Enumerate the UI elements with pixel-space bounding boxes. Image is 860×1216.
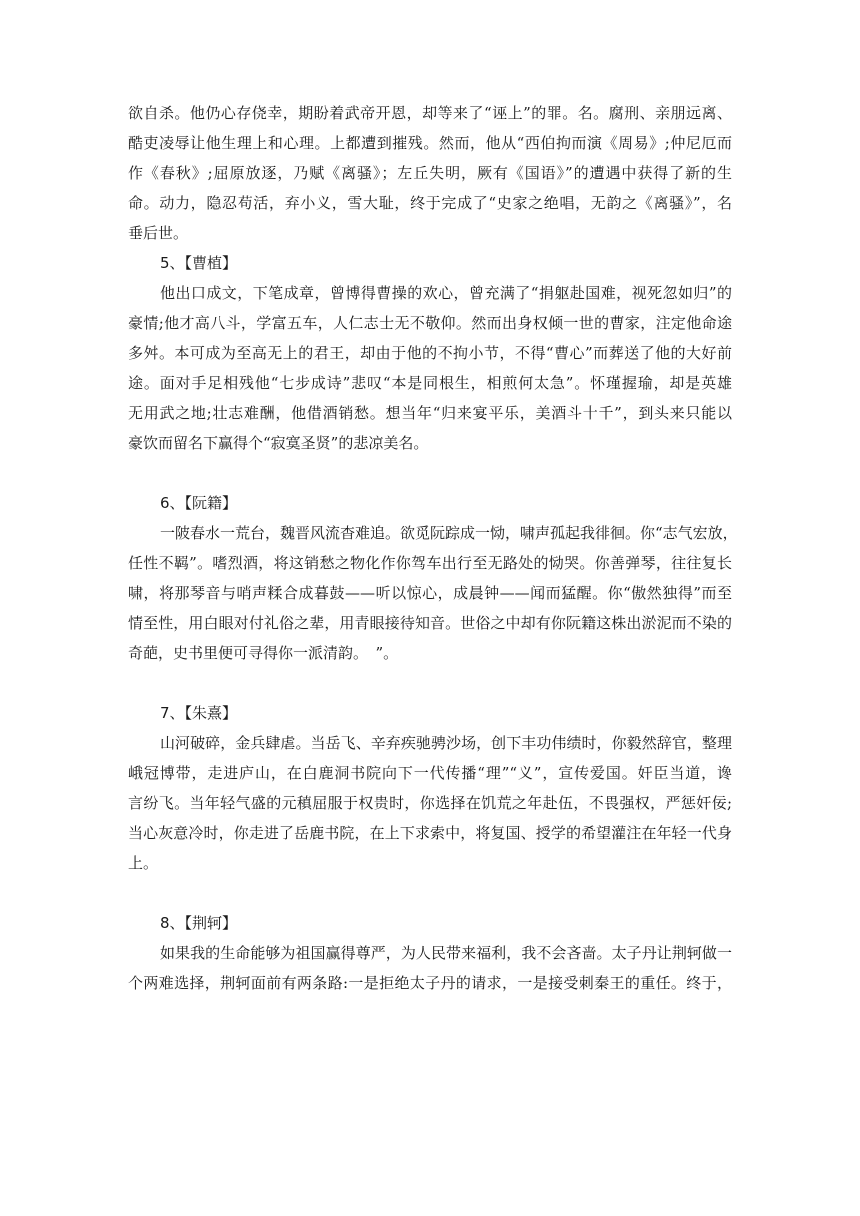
paragraph-zhu-xi — [128, 728, 732, 878]
text-line: 峨冠博带，走进庐山，在白鹿洞书院向下一代传播“理”“义”，宣传爱国。奸臣当道，谗 — [128, 764, 732, 782]
section-heading-ruan-ji: 6、【阮籍】 — [160, 494, 238, 512]
text-line: 上。 — [128, 854, 159, 872]
text-line: 如果我的生命能够为祖国赢得尊严，为人民带来福利，我不会吝啬。太子丹让荆轲做一 — [160, 944, 732, 962]
text-line: 情至性，用白眼对付礼俗之辈，用青眼接待知音。世俗之中却有你阮籍这株出淤泥而不染的 — [128, 614, 732, 632]
paragraph-gap — [128, 458, 732, 488]
text-line: 酷吏凌辱让他生理上和心理。上都遭到摧残。然而，他从“西伯拘而演《周易》;仲尼厄而 — [128, 134, 732, 152]
text-line: 作《春秋》;屈原放逐，乃赋《离骚》；左丘失明，厥有《国语》”的遭遇中获得了新的生 — [128, 164, 732, 182]
text-line: 啸，将那琴音与哨声糅合成暮鼓——听以惊心，成晨钟——闻而猛醒。你“傲然独得”而至 — [128, 584, 732, 602]
text-line: 无用武之地;壮志难酬，他借酒销愁。想当年“归来宴平乐，美酒斗十千”，到头来只能以 — [128, 404, 732, 422]
text-line: 命。动力，隐忍苟活，弃小义，雪大耻，终于完成了“史家之绝唱，无韵之《离骚》”，名 — [128, 194, 732, 212]
text-line: 任性不羁”。嗜烈酒，将这销愁之物化作你驾车出行至无路处的恸哭。你善弹琴，往往复长 — [128, 554, 732, 572]
text-line: 当心灰意冷时，你走进了岳鹿书院，在上下求索中，将复国、授学的希望灌注在年轻一代身 — [128, 824, 732, 842]
text-line: 他出口成文，下笔成章，曾博得曹操的欢心，曾充满了“捐躯赴国难，视死忽如归”的 — [160, 284, 732, 302]
paragraph-gap — [128, 878, 732, 908]
paragraph-sima-qian-continuation — [128, 98, 732, 248]
text-line: 个两难选择，荆轲面前有两条路:一是拒绝太子丹的请求，一是接受刺秦王的重任。终于， — [128, 974, 732, 992]
paragraph-gap — [128, 668, 732, 698]
paragraph-jing-ke — [128, 938, 732, 998]
paragraph-cao-zhi — [128, 278, 732, 458]
text-line: 山河破碎，金兵肆虐。当岳飞、辛弃疾驰骋沙场，创下丰功伟绩时，你毅然辞官，整理 — [160, 734, 732, 752]
text-line: 豪情;他才高八斗，学富五车，人仁志士无不敬仰。然而出身权倾一世的曹家，注定他命途 — [128, 314, 732, 332]
section-heading-zhu-xi: 7、【朱熹】 — [160, 704, 238, 722]
text-line: 垂后世。 — [128, 224, 189, 242]
document-body — [128, 98, 738, 998]
paragraph-ruan-ji — [128, 518, 738, 668]
text-line: 多舛。本可成为至高无上的君王，却由于他的不拘小节，不得“曹心”而葬送了他的大好前 — [128, 344, 732, 362]
text-line: 豪饮而留名下赢得个“寂寞圣贤”的悲凉美名。 — [128, 434, 429, 452]
section-heading-jing-ke: 8、【荆轲】 — [160, 914, 238, 932]
section-heading-cao-zhi: 5、【曹植】 — [160, 254, 238, 272]
text-line: 奇葩，史书里便可寻得你一派清韵。 ”。 — [128, 644, 399, 662]
text-line: 一陂春水一荒台，魏晋风流杳难追。欲觅阮踪成一恸，啸声孤起我徘徊。你“志气宏放， — [160, 524, 738, 542]
text-line: 欲自杀。他仍心存侥幸，期盼着武帝开恩，却等来了“诬上”的罪。名。腐刑、亲朋远离、 — [128, 104, 732, 122]
text-line: 言纷飞。当年轻气盛的元稹屈服于权贵时，你选择在饥荒之年赴伍，不畏强权，严惩奸佞; — [128, 794, 732, 812]
text-line: 途。面对手足相残他“七步成诗”悲叹“本是同根生，相煎何太急”。怀瑾握瑜，却是英雄 — [128, 374, 732, 392]
